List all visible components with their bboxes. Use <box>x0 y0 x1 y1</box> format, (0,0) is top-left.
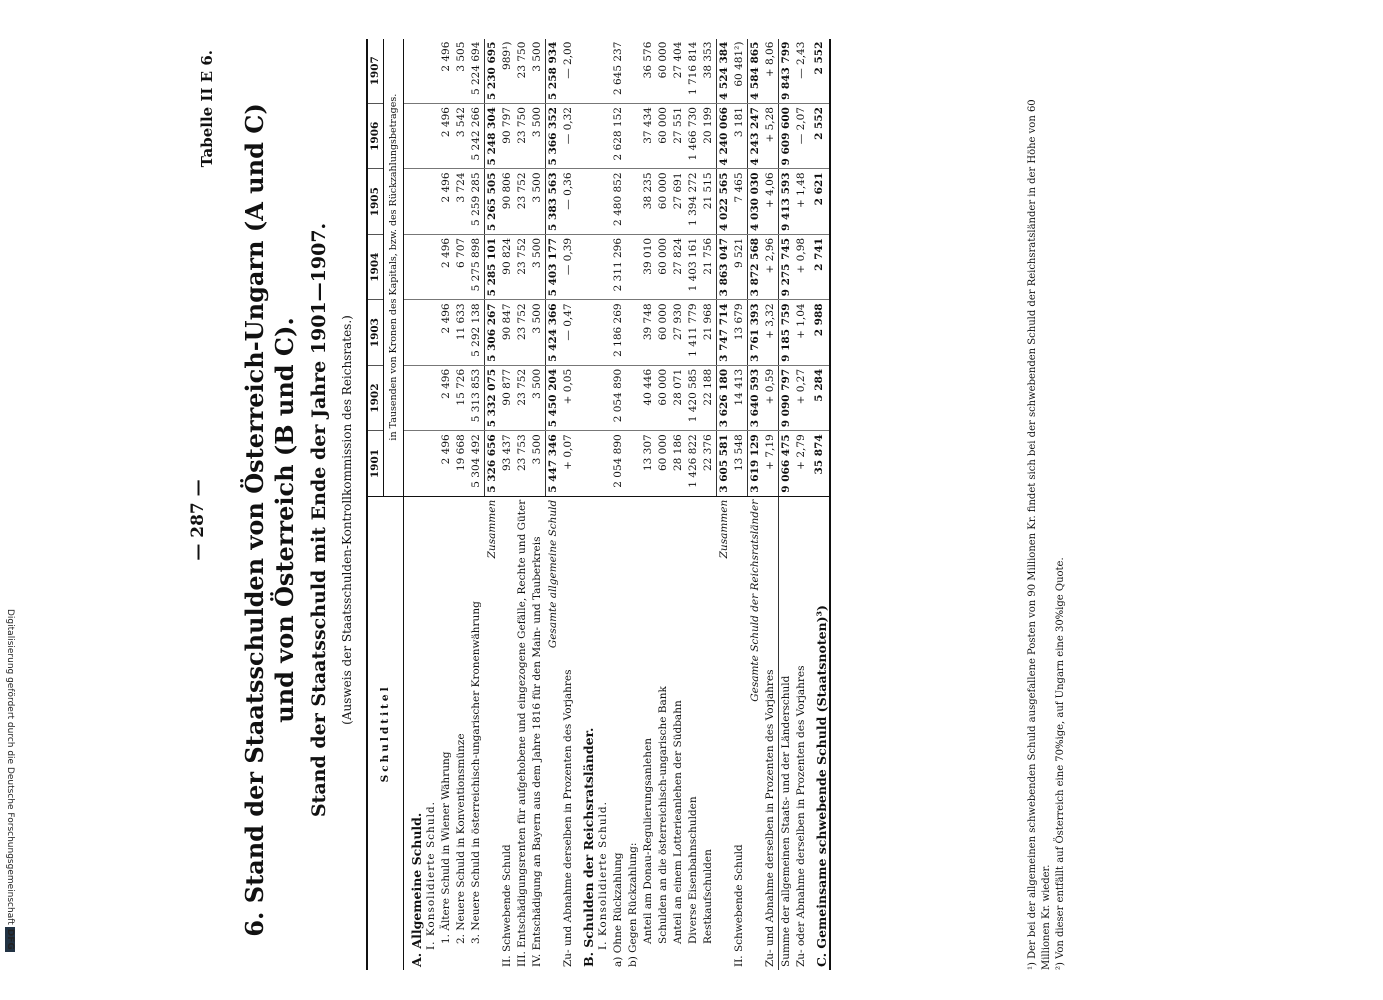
table-row <box>611 39 626 970</box>
row-label: III. Entschädigungsrenten für aufgehobene und eingezogene Gefälle, Rechte und Güter <box>515 496 530 970</box>
table-row <box>748 39 764 970</box>
row-label: Zu- oder Abnahme derselben in Prozenten des Vorjahres <box>794 496 809 970</box>
value-cell: 39 748 <box>641 300 656 365</box>
value-cell <box>576 104 596 169</box>
value-cell: 38 353 <box>701 39 717 104</box>
value-cell: 20 199 <box>701 104 717 169</box>
footnote-2: ²) Von dieser entfällt auf Österreich eine 70%ige, auf Ungarn eine 30%ige Quote. <box>1055 557 1066 970</box>
value-cell: 9 609 600 <box>779 104 795 169</box>
dfg-logo: DFG <box>5 928 15 950</box>
value-cell: 2 552 <box>809 39 830 104</box>
value-cell: — 2,00 <box>561 39 576 104</box>
value-cell: 21 756 <box>701 234 717 299</box>
row-label: Diverse Eisenbahnschulden <box>686 496 701 970</box>
value-cell <box>424 234 439 299</box>
value-cell: 2 496 <box>439 234 454 299</box>
value-cell: 1 466 730 <box>686 104 701 169</box>
value-cell: 5 248 304 <box>485 104 501 169</box>
value-cell: + 5,28 <box>763 104 779 169</box>
value-cell: 3 500 <box>530 169 546 234</box>
title-line-2: und von Österreich (B und C). <box>270 317 299 723</box>
row-label: Summe der allgemeinen Staats- und der Länderschuld <box>779 496 795 970</box>
value-cell: — 2,43 <box>794 39 809 104</box>
value-cell: 60 000 <box>656 300 671 365</box>
row-label: I. Konsolidierte Schuld. <box>424 496 439 970</box>
value-cell: 5 304 492 <box>469 431 485 496</box>
value-cell: 2 988 <box>809 300 830 365</box>
header-title-column: Schuldtitel <box>367 496 404 970</box>
value-cell <box>404 300 425 365</box>
value-cell: 5 258 934 <box>546 39 562 104</box>
value-cell: 5 383 563 <box>546 169 562 234</box>
value-cell: 3 500 <box>530 431 546 496</box>
value-cell: 5 366 352 <box>546 104 562 169</box>
value-cell: 3 747 714 <box>717 300 733 365</box>
value-cell: + 0,27 <box>794 365 809 430</box>
value-cell: 22 188 <box>701 365 717 430</box>
header-year: 1904 <box>367 234 384 299</box>
page-title <box>240 40 300 1000</box>
row-label: Zusammen <box>717 496 733 970</box>
value-cell: 1 411 779 <box>686 300 701 365</box>
value-cell: 35 874 <box>809 431 830 496</box>
value-cell: 36 576 <box>641 39 656 104</box>
table-body <box>404 39 831 970</box>
value-cell: 9 843 799 <box>779 39 795 104</box>
value-cell: 3 605 581 <box>717 431 733 496</box>
value-cell: 3 619 129 <box>748 431 764 496</box>
row-label: I. Konsolidierte Schuld. <box>596 496 611 970</box>
digitization-credit <box>4 610 16 990</box>
row-label: Gesamte Schuld der Reichsratsländer <box>748 496 764 970</box>
value-cell <box>576 431 596 496</box>
title-line-1: 6. Stand der Staatsschulden von Österreich-Ungarn (A und C) <box>240 103 269 937</box>
value-cell: 1 426 822 <box>686 431 701 496</box>
value-cell <box>596 431 611 496</box>
header-row <box>367 39 384 970</box>
header-year: 1907 <box>367 39 384 104</box>
table-row <box>530 39 546 970</box>
value-cell: 4 524 384 <box>717 39 733 104</box>
value-cell: 90 824 <box>500 234 515 299</box>
value-cell: + 0,59 <box>763 365 779 430</box>
value-cell: 27 691 <box>671 169 686 234</box>
value-cell: 28 186 <box>671 431 686 496</box>
row-label: Anteil an einem Lotterieanlehen der Südbahn <box>671 496 686 970</box>
value-cell <box>424 104 439 169</box>
value-cell: 2 628 152 <box>611 104 626 169</box>
value-cell: 2 645 237 <box>611 39 626 104</box>
value-cell: 27 551 <box>671 104 686 169</box>
source-note: (Ausweis der Staatsschulden-Kontrollkommission des Reichsrates.) <box>340 315 354 725</box>
value-cell: 2 496 <box>439 169 454 234</box>
value-cell <box>404 104 425 169</box>
value-cell <box>596 234 611 299</box>
value-cell: 90 877 <box>500 365 515 430</box>
value-cell: 3 505 <box>454 39 469 104</box>
value-cell: 3 872 568 <box>748 234 764 299</box>
value-cell: 5 275 898 <box>469 234 485 299</box>
table-row <box>439 39 454 970</box>
value-cell: 23 750 <box>515 39 530 104</box>
value-cell: 37 434 <box>641 104 656 169</box>
value-cell: 5 332 075 <box>485 365 501 430</box>
page-subtitle: Stand der Staatsschuld mit Ende der Jahre 1901—1907. <box>308 222 330 818</box>
table-row <box>671 39 686 970</box>
value-cell: 5 265 505 <box>485 169 501 234</box>
value-cell: 5 450 204 <box>546 365 562 430</box>
value-cell: + 0,07 <box>561 431 576 496</box>
value-cell: 3 761 393 <box>748 300 764 365</box>
value-cell: 2 552 <box>809 104 830 169</box>
value-cell <box>576 169 596 234</box>
row-label: Zusammen <box>485 496 501 970</box>
value-cell: 19 668 <box>454 431 469 496</box>
footnote-1: ¹) Der bei der allgemeinen schwebenden Schuld ausgefallene Posten von 90 Millionen Kr. findet sich bei der schwebenden Schuld der Reichsratsländer in der Höhe von 60 Millionen Kr. wieder. <box>1027 99 1052 970</box>
value-cell: 27 930 <box>671 300 686 365</box>
credit-label: Digitalisierung gefördert durch die Deutsche Forschungsgemeinschaft <box>5 609 15 925</box>
value-cell: 5 313 853 <box>469 365 485 430</box>
table-row <box>546 39 562 970</box>
value-cell <box>596 365 611 430</box>
value-cell: 5 326 656 <box>485 431 501 496</box>
value-cell: + 2,79 <box>794 431 809 496</box>
value-cell: 2 480 852 <box>611 169 626 234</box>
table-row <box>424 39 439 970</box>
value-cell: — 0,47 <box>561 300 576 365</box>
value-cell: + 4,06 <box>763 169 779 234</box>
value-cell: 1 420 585 <box>686 365 701 430</box>
value-cell <box>626 39 641 104</box>
value-cell: 9 521 <box>732 234 748 299</box>
value-cell: 2 496 <box>439 431 454 496</box>
value-cell: 989¹) <box>500 39 515 104</box>
value-cell: — 0,39 <box>561 234 576 299</box>
value-cell: 2 054 890 <box>611 365 626 430</box>
value-cell: 21 968 <box>701 300 717 365</box>
table-row <box>626 39 641 970</box>
table-row <box>717 39 733 970</box>
value-cell: 4 030 030 <box>748 169 764 234</box>
value-cell: 5 403 177 <box>546 234 562 299</box>
value-cell: 13 548 <box>732 431 748 496</box>
value-cell: 23 750 <box>515 104 530 169</box>
value-cell <box>424 300 439 365</box>
value-cell <box>576 39 596 104</box>
value-cell: 2 496 <box>439 300 454 365</box>
value-cell <box>404 431 425 496</box>
value-cell: 5 447 346 <box>546 431 562 496</box>
header-year: 1906 <box>367 104 384 169</box>
value-cell <box>576 365 596 430</box>
value-cell: 1 394 272 <box>686 169 701 234</box>
table-row <box>500 39 515 970</box>
value-cell: 6 707 <box>454 234 469 299</box>
value-cell: 9 185 759 <box>779 300 795 365</box>
table-row <box>656 39 671 970</box>
value-cell: — 0,32 <box>561 104 576 169</box>
value-cell: 2 621 <box>809 169 830 234</box>
value-cell: 90 847 <box>500 300 515 365</box>
credit-text <box>5 609 15 989</box>
value-cell: 3 181 <box>732 104 748 169</box>
row-label: Restkaufschulden <box>701 496 717 970</box>
row-label: C. Gemeinsame schwebende Schuld (Staatsnoten)³) <box>809 496 830 970</box>
value-cell: 23 752 <box>515 365 530 430</box>
row-label: Zu- und Abnahme derselben in Prozenten des Vorjahres <box>561 496 576 970</box>
value-cell <box>596 39 611 104</box>
value-cell: 9 413 593 <box>779 169 795 234</box>
row-label: Zu- und Abnahme derselben in Prozenten des Vorjahres <box>763 496 779 970</box>
value-cell <box>576 234 596 299</box>
row-label: 3. Neuere Schuld in österreichisch-ungarischer Kronenwährung <box>469 496 485 970</box>
value-cell: 27 824 <box>671 234 686 299</box>
value-cell: 5 284 <box>809 365 830 430</box>
rotated-page <box>178 40 1258 1000</box>
value-cell: 3 863 047 <box>717 234 733 299</box>
row-label: a) Ohne Rückzahlung <box>611 496 626 970</box>
row-label: Schulden an die österreichisch-ungarische Bank <box>656 496 671 970</box>
value-cell: + 8,06 <box>763 39 779 104</box>
value-cell <box>424 169 439 234</box>
row-label: Gesamte allgemeine Schuld <box>546 496 562 970</box>
value-cell: 7 465 <box>732 169 748 234</box>
value-cell: 3 500 <box>530 234 546 299</box>
value-cell: 1 716 814 <box>686 39 701 104</box>
header-year: 1902 <box>367 365 384 430</box>
value-cell: + 7,19 <box>763 431 779 496</box>
value-cell: 28 071 <box>671 365 686 430</box>
value-cell: 3 542 <box>454 104 469 169</box>
value-cell: 3 500 <box>530 365 546 430</box>
value-cell <box>626 169 641 234</box>
value-cell: 23 752 <box>515 169 530 234</box>
value-cell: 5 259 285 <box>469 169 485 234</box>
value-cell: 4 584 865 <box>748 39 764 104</box>
value-cell <box>626 104 641 169</box>
value-cell: 15 726 <box>454 365 469 430</box>
value-cell <box>424 365 439 430</box>
value-cell: 5 242 266 <box>469 104 485 169</box>
value-cell: 23 752 <box>515 234 530 299</box>
value-cell: + 0,05 <box>561 365 576 430</box>
value-cell: 13 679 <box>732 300 748 365</box>
table-row <box>794 39 809 970</box>
value-cell: 3 500 <box>530 104 546 169</box>
table-row <box>686 39 701 970</box>
value-cell: 60 481²) <box>732 39 748 104</box>
value-cell: 23 752 <box>515 300 530 365</box>
row-label: 1. Ältere Schuld in Wiener Währung <box>439 496 454 970</box>
value-cell <box>626 234 641 299</box>
value-cell <box>596 169 611 234</box>
row-label: II. Schwebende Schuld <box>732 496 748 970</box>
value-cell: 4 240 066 <box>717 104 733 169</box>
row-label: Anteil am Donau-Regulierungsanlehen <box>641 496 656 970</box>
value-cell: 5 292 138 <box>469 300 485 365</box>
value-cell: + 2,96 <box>763 234 779 299</box>
value-cell: + 1,48 <box>794 169 809 234</box>
value-cell: 9 066 475 <box>779 431 795 496</box>
row-label: 2. Neuere Schuld in Konventionsmünze <box>454 496 469 970</box>
value-cell <box>404 365 425 430</box>
value-cell: 5 306 267 <box>485 300 501 365</box>
row-label: B. Schulden der Reichsratsländer. <box>576 496 596 970</box>
table-row <box>763 39 779 970</box>
value-cell: 9 275 745 <box>779 234 795 299</box>
value-cell: 93 437 <box>500 431 515 496</box>
value-cell: 4 022 565 <box>717 169 733 234</box>
table-row <box>576 39 596 970</box>
value-cell: 4 243 247 <box>748 104 764 169</box>
value-cell: 38 235 <box>641 169 656 234</box>
value-cell: + 1,04 <box>794 300 809 365</box>
table-row <box>561 39 576 970</box>
value-cell: 3 640 593 <box>748 365 764 430</box>
row-label: A. Allgemeine Schuld. <box>404 496 425 970</box>
value-cell: 2 496 <box>439 365 454 430</box>
value-cell <box>404 169 425 234</box>
value-cell: 23 753 <box>515 431 530 496</box>
value-cell: 1 403 161 <box>686 234 701 299</box>
value-cell: 3 626 180 <box>717 365 733 430</box>
table-row <box>454 39 469 970</box>
value-cell <box>576 300 596 365</box>
table-row <box>404 39 425 970</box>
value-cell: 5 224 694 <box>469 39 485 104</box>
value-cell: 60 000 <box>656 365 671 430</box>
value-cell <box>404 234 425 299</box>
value-cell: 5 424 366 <box>546 300 562 365</box>
value-cell: 11 633 <box>454 300 469 365</box>
value-cell: 5 285 101 <box>485 234 501 299</box>
value-cell: 27 404 <box>671 39 686 104</box>
value-cell: 60 000 <box>656 234 671 299</box>
value-cell <box>626 431 641 496</box>
value-cell: 2 311 296 <box>611 234 626 299</box>
value-cell: 90 806 <box>500 169 515 234</box>
table-row <box>779 39 795 970</box>
unit-note: in Tausenden von Kronen des Kapitals, bzw. des Rückzahlungsbetrages. <box>384 39 404 497</box>
value-cell: 5 230 695 <box>485 39 501 104</box>
value-cell: — 0,36 <box>561 169 576 234</box>
value-cell: 60 000 <box>656 104 671 169</box>
value-cell: — 2,07 <box>794 104 809 169</box>
value-cell: + 3,32 <box>763 300 779 365</box>
value-cell: 39 010 <box>641 234 656 299</box>
table-row <box>701 39 717 970</box>
value-cell: + 0,98 <box>794 234 809 299</box>
value-cell: 2 186 269 <box>611 300 626 365</box>
value-cell <box>404 39 425 104</box>
page-number: — 287 — <box>188 479 208 561</box>
header-year: 1903 <box>367 300 384 365</box>
value-cell: 13 307 <box>641 431 656 496</box>
value-cell <box>424 431 439 496</box>
value-cell: 9 090 797 <box>779 365 795 430</box>
value-cell: 60 000 <box>656 431 671 496</box>
value-cell: 3 500 <box>530 39 546 104</box>
value-cell <box>424 39 439 104</box>
value-cell: 60 000 <box>656 39 671 104</box>
value-cell: 2 496 <box>439 104 454 169</box>
row-label: b) Gegen Rückzahlung: <box>626 496 641 970</box>
debt-table <box>366 39 831 970</box>
value-cell: 40 446 <box>641 365 656 430</box>
table-row <box>515 39 530 970</box>
value-cell: 2 741 <box>809 234 830 299</box>
value-cell: 3 724 <box>454 169 469 234</box>
table-row <box>809 39 830 970</box>
value-cell: 60 000 <box>656 169 671 234</box>
value-cell: 14 413 <box>732 365 748 430</box>
table-row <box>469 39 485 970</box>
row-label: II. Schwebende Schuld <box>500 496 515 970</box>
value-cell: 90 797 <box>500 104 515 169</box>
header-year: 1901 <box>367 431 384 496</box>
table-row <box>485 39 501 970</box>
value-cell: 2 054 890 <box>611 431 626 496</box>
value-cell <box>596 104 611 169</box>
value-cell: 3 500 <box>530 300 546 365</box>
table-row <box>596 39 611 970</box>
value-cell <box>626 365 641 430</box>
value-cell: 21 515 <box>701 169 717 234</box>
value-cell <box>626 300 641 365</box>
table-row <box>641 39 656 970</box>
value-cell: 22 376 <box>701 431 717 496</box>
table-reference: Tabelle II E 6. <box>198 50 216 168</box>
value-cell: 2 496 <box>439 39 454 104</box>
header-year: 1905 <box>367 169 384 234</box>
footnotes <box>1026 70 1068 970</box>
row-label: IV. Entschädigung an Bayern aus dem Jahre 1816 für den Main- und Tauberkreis <box>530 496 546 970</box>
table-row <box>732 39 748 970</box>
value-cell <box>596 300 611 365</box>
